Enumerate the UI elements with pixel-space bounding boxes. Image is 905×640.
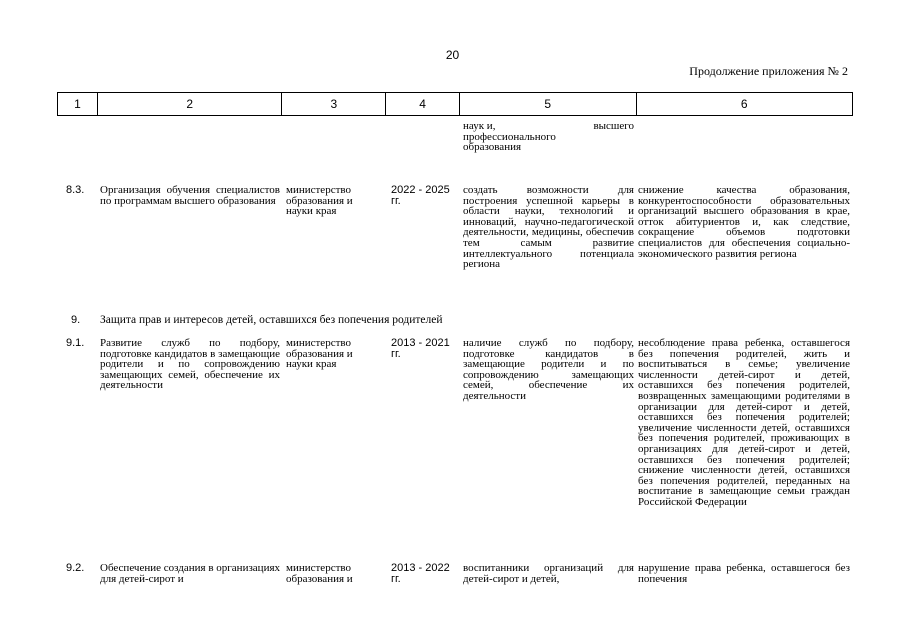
header-col-3: 3 xyxy=(282,93,386,115)
header-col-1: 1 xyxy=(58,93,98,115)
row-8-3-period: 2022 - 2025 гг. xyxy=(391,184,450,207)
carryover-word: высшего xyxy=(593,120,634,132)
header-col-6: 6 xyxy=(740,97,748,111)
row-number-9-2: 9.2. xyxy=(66,562,85,574)
section-number-9: 9. xyxy=(71,314,81,326)
row-8-3-consequence: снижение качества образования, конкурентоспособности образовательных организаций высшего образования в крае, отток абитуриентов и, как следствие, сокращение объемов подготовки специалистов для обеспечения социально-экономического развития региона xyxy=(638,184,850,260)
row-9-1-measure: Развитие служб по подбору, подготовке кандидатов в замещающие родители и по сопровождению замещающих семей, обеспечение их деятельности xyxy=(100,337,280,392)
row-number-8-3: 8.3. xyxy=(66,184,85,196)
carryover-line: образования xyxy=(463,141,522,154)
row-9-2-result: воспитанники организаций для детей-сирот и детей, xyxy=(463,562,634,585)
header-col-4: 4 xyxy=(386,93,460,115)
header-col-2: 2 xyxy=(98,93,283,115)
section-title-9: Защита прав и интересов детей, оставшихся без попечения родителей xyxy=(100,314,443,326)
row-8-3-measure: Организация обучения специалистов по программам высшего образования xyxy=(100,184,280,207)
carryover-line: наук и, xyxy=(463,120,496,132)
row-9-2-period: 2013 - 2022 гг. xyxy=(391,562,450,585)
row-9-1-period: 2013 - 2021 гг. xyxy=(391,337,450,360)
row-9-2-consequence: нарушение права ребенка, оставшегося без попечения xyxy=(638,562,850,585)
row-9-1-result: наличие служб по подбору, подготовке кандидатов в замещающие родители и по сопровождению замещающих семей, обеспечение их деятельности xyxy=(463,337,634,402)
carryover-line: профессионального xyxy=(463,130,556,143)
continuation-label: Продолжение приложения № 2 xyxy=(689,64,848,78)
row-8-3-result: создать возможности для построения успешной карьеры в области науки, технологий и инноваций, научно-педагогической деятельности, медицины, обеспечив тем самым развитие интеллектуального потенциала региона xyxy=(463,184,634,271)
header-col-5: 5 xyxy=(460,93,637,115)
row-9-2-executor: министерство образования и xyxy=(286,562,353,585)
row-9-2-measure: Обеспечение создания в организациях для детей-сирот и xyxy=(100,562,281,585)
page-number: 20 xyxy=(445,48,460,62)
row-9-1-consequence: несоблюдение права ребенка, оставшегося без попечения родителей, жить и воспитываться в семье; увеличение численности детей-сирот и детей, оставшихся без попечения родителей, возвращенных замещающими родителями в организации для детей-сирот и детей, оставшихся без попечения родителей; увеличение численности детей, оставшихся без попечения родителей, проживающих в организациях для детей-сирот и детей, оставшихся без попечения родителей; снижение численности детей, оставшихся без попечения родителей, переданных на воспитание в замещающие семьи граждан Российской Федерации xyxy=(638,337,850,508)
row-9-1-executor: министерство образования и науки края xyxy=(286,337,353,371)
table-header-row xyxy=(57,92,853,116)
row-number-9-1: 9.1. xyxy=(66,337,85,349)
row-8-3-executor: министерство образования и науки края xyxy=(286,184,353,218)
carryover-col5 xyxy=(463,121,634,153)
